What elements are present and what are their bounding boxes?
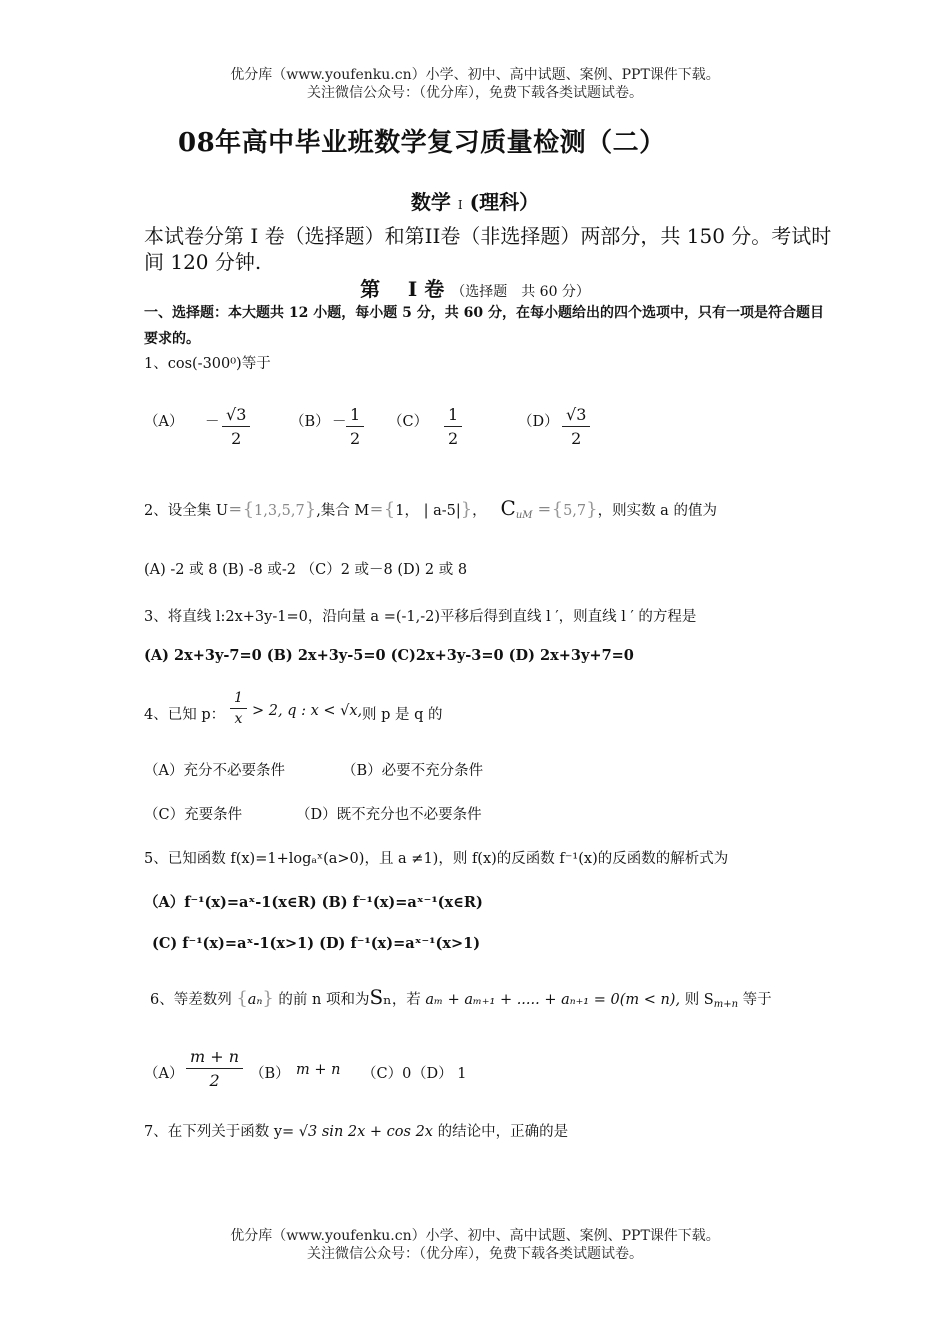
right-brace-icon: } — [304, 499, 317, 520]
section-instructions: 一、选择题：本大题共 12 小题，每小题 5 分，共 60 分，在每小题给出的四个选项中，只有一项是符合题目要求的。 — [144, 305, 824, 347]
q1-a-num: √3 — [222, 405, 250, 427]
left-brace-icon: { — [236, 988, 248, 1009]
question-6 — [150, 985, 772, 1010]
q7-expression: √3 sin 2x + cos 2x — [298, 1124, 433, 1140]
q5-options-cd: (C) f⁻¹(x)=aˣ-1(x>1) (D) f⁻¹(x)=aˣ⁻¹(x>1) — [152, 935, 481, 952]
q2-prefix: 2、设全集 U＝ — [144, 503, 243, 519]
subtitle-paren: (理科） — [469, 190, 540, 214]
q4-den: x — [234, 711, 243, 727]
q1-b-den: 2 — [350, 429, 361, 448]
q1-option-d-label: （D） — [518, 414, 559, 430]
subtitle-roman: I — [457, 198, 463, 212]
q4-option-d: （D）既不充分也不必要条件 — [296, 807, 482, 823]
q6-option-d: （D） 1 — [412, 1066, 467, 1082]
question-1: 1、cos(-300⁰)等于 — [144, 356, 271, 372]
volume-note: （选择题 共 60 分） — [451, 284, 590, 300]
volume-heading — [0, 273, 950, 302]
q7-suffix: 的结论中，正确的是 — [437, 1124, 569, 1140]
exam-intro: 本试卷分第 I 卷（选择题）和第II卷（非选择题）两部分，共 150 分。考试时间 120 分钟. — [144, 224, 832, 274]
q6-option-b-value: m + n — [296, 1062, 341, 1078]
q6-option-b-label: （B） — [250, 1066, 290, 1082]
q1-option-b-label: （B） — [290, 414, 330, 430]
q2-u-set: 1,3,5,7 — [254, 503, 305, 519]
q6-mid: 的前 n 项和为 — [278, 992, 370, 1008]
q2-complement: C — [500, 496, 516, 520]
q1-option-b-frac — [346, 405, 364, 448]
q3-options: (A) 2x+3y-7=0 (B) 2x+3y-5=0 (C)2x+3y-3=0 (D) 2x+3y+7=0 — [144, 647, 634, 664]
q1-option-a-label: （A） — [144, 414, 184, 430]
q2-m-set: 1， | a-5| — [395, 503, 461, 519]
q4-fraction — [230, 690, 247, 727]
page-header — [0, 66, 950, 102]
q1-b-num: 1 — [346, 405, 364, 427]
q6-a-num: m + n — [186, 1047, 243, 1069]
right-brace-icon: } — [460, 499, 473, 520]
question-2: 2、设全集 U＝{1,3,5,7},集合 M＝{1， | a-5|}， $C_{uM} =\{5,7\}$，则实数 a 的值为 — [144, 496, 717, 521]
volume-prefix: 第 — [360, 277, 381, 301]
q2-result-set: 5,7 — [563, 503, 587, 519]
q4-option-c: （C）充要条件 — [144, 807, 243, 823]
question-5: 5、已知函数 f(x)=1+logₐˣ(a>0)，且 a ≠1)，则 f(x)的反函数 f⁻¹(x)的反函数的解析式为 — [144, 851, 729, 867]
q1-option-b-minus: － — [332, 414, 347, 430]
q1-d-num: √3 — [562, 405, 590, 427]
q1-d-den: 2 — [571, 429, 582, 448]
left-brace-icon: { — [551, 499, 564, 520]
q6-mid2: ，若 — [391, 992, 421, 1008]
question-7 — [144, 1120, 568, 1141]
header-line-2: 关注微信公众号：（优分库），免费下载各类试题试卷。 — [307, 85, 643, 101]
right-brace-icon: } — [586, 499, 598, 520]
q1-option-c-frac — [444, 405, 462, 448]
left-brace-icon: { — [242, 499, 255, 520]
q2-complement-sub: uM — [515, 510, 533, 521]
exam-subtitle — [0, 186, 950, 215]
q1-option-c-label: （C） — [388, 414, 429, 430]
question-3: 3、将直线 l:2x+3y-1=0，沿向量 a =(-1,-2)平移后得到直线 l ′，则直线 l ′ 的方程是 — [144, 609, 697, 625]
q4-expression: > 2, q : x < √x, — [252, 703, 363, 719]
q6-option-a-label: （A） — [144, 1066, 184, 1082]
header-line-1: 优分库（www.youfenku.cn）小学、初中、高中试题、案例、PPT课件下载。 — [230, 67, 720, 83]
subtitle-main: 数学 — [410, 190, 451, 214]
q1-c-num: 1 — [444, 405, 462, 427]
q1-c-den: 2 — [448, 429, 459, 448]
q6-suffix-sub: m+n — [713, 999, 739, 1010]
q4-num: 1 — [230, 690, 247, 709]
q2-eq: ＝ — [537, 503, 552, 519]
q2-mid: ,集合 M＝ — [316, 503, 384, 519]
footer-line-1: 优分库（www.youfenku.cn）小学、初中、高中试题、案例、PPT课件下载。 — [230, 1228, 720, 1244]
q4-option-b: （B）必要不充分条件 — [342, 763, 484, 779]
q6-option-a-frac — [186, 1047, 243, 1090]
q6-S: Sₙ — [369, 985, 392, 1009]
q6-option-c: （C）0 — [362, 1066, 412, 1082]
q1-option-d-frac — [562, 405, 590, 448]
q6-seq: aₙ — [247, 992, 263, 1008]
footer-line-2: 关注微信公众号：（优分库），免费下载各类试题试卷。 — [307, 1246, 643, 1262]
exam-title: 08年高中毕业班数学复习质量检测（二） — [178, 128, 666, 158]
question-4-prefix: 4、已知 p： — [144, 707, 226, 723]
left-brace-icon: { — [383, 499, 396, 520]
q6-suffix2: 等于 — [742, 992, 772, 1008]
q4-option-a: （A）充分不必要条件 — [144, 763, 285, 779]
q1-option-a-frac — [222, 405, 250, 448]
q2-options: (A) -2 或 8 (B) -8 或-2 （C）2 或－8 (D) 2 或 8 — [144, 562, 468, 578]
q6-expression: aₘ + aₘ₊₁ + ..... + aₙ₊₁ = 0(m < n), — [425, 992, 681, 1008]
q6-a-den: 2 — [209, 1071, 220, 1090]
q6-prefix: 6、等差数列 — [150, 992, 232, 1008]
q6-suffix: 则 S — [684, 992, 714, 1008]
page-footer — [0, 1227, 950, 1263]
volume-roman: I 卷 — [407, 277, 445, 301]
q7-prefix: 7、在下列关于函数 y= — [144, 1124, 295, 1140]
q5-options-ab: （A）f⁻¹(x)=aˣ-1(x∈R) (B) f⁻¹(x)=aˣ⁻¹(x∈R) — [144, 894, 483, 911]
q4-suffix: 则 p 是 q 的 — [362, 707, 443, 723]
right-brace-icon: } — [262, 988, 274, 1009]
q1-a-den: 2 — [231, 429, 242, 448]
q2-suffix: ，则实数 a 的值为 — [597, 503, 717, 519]
q1-option-a-minus: － — [205, 414, 220, 430]
